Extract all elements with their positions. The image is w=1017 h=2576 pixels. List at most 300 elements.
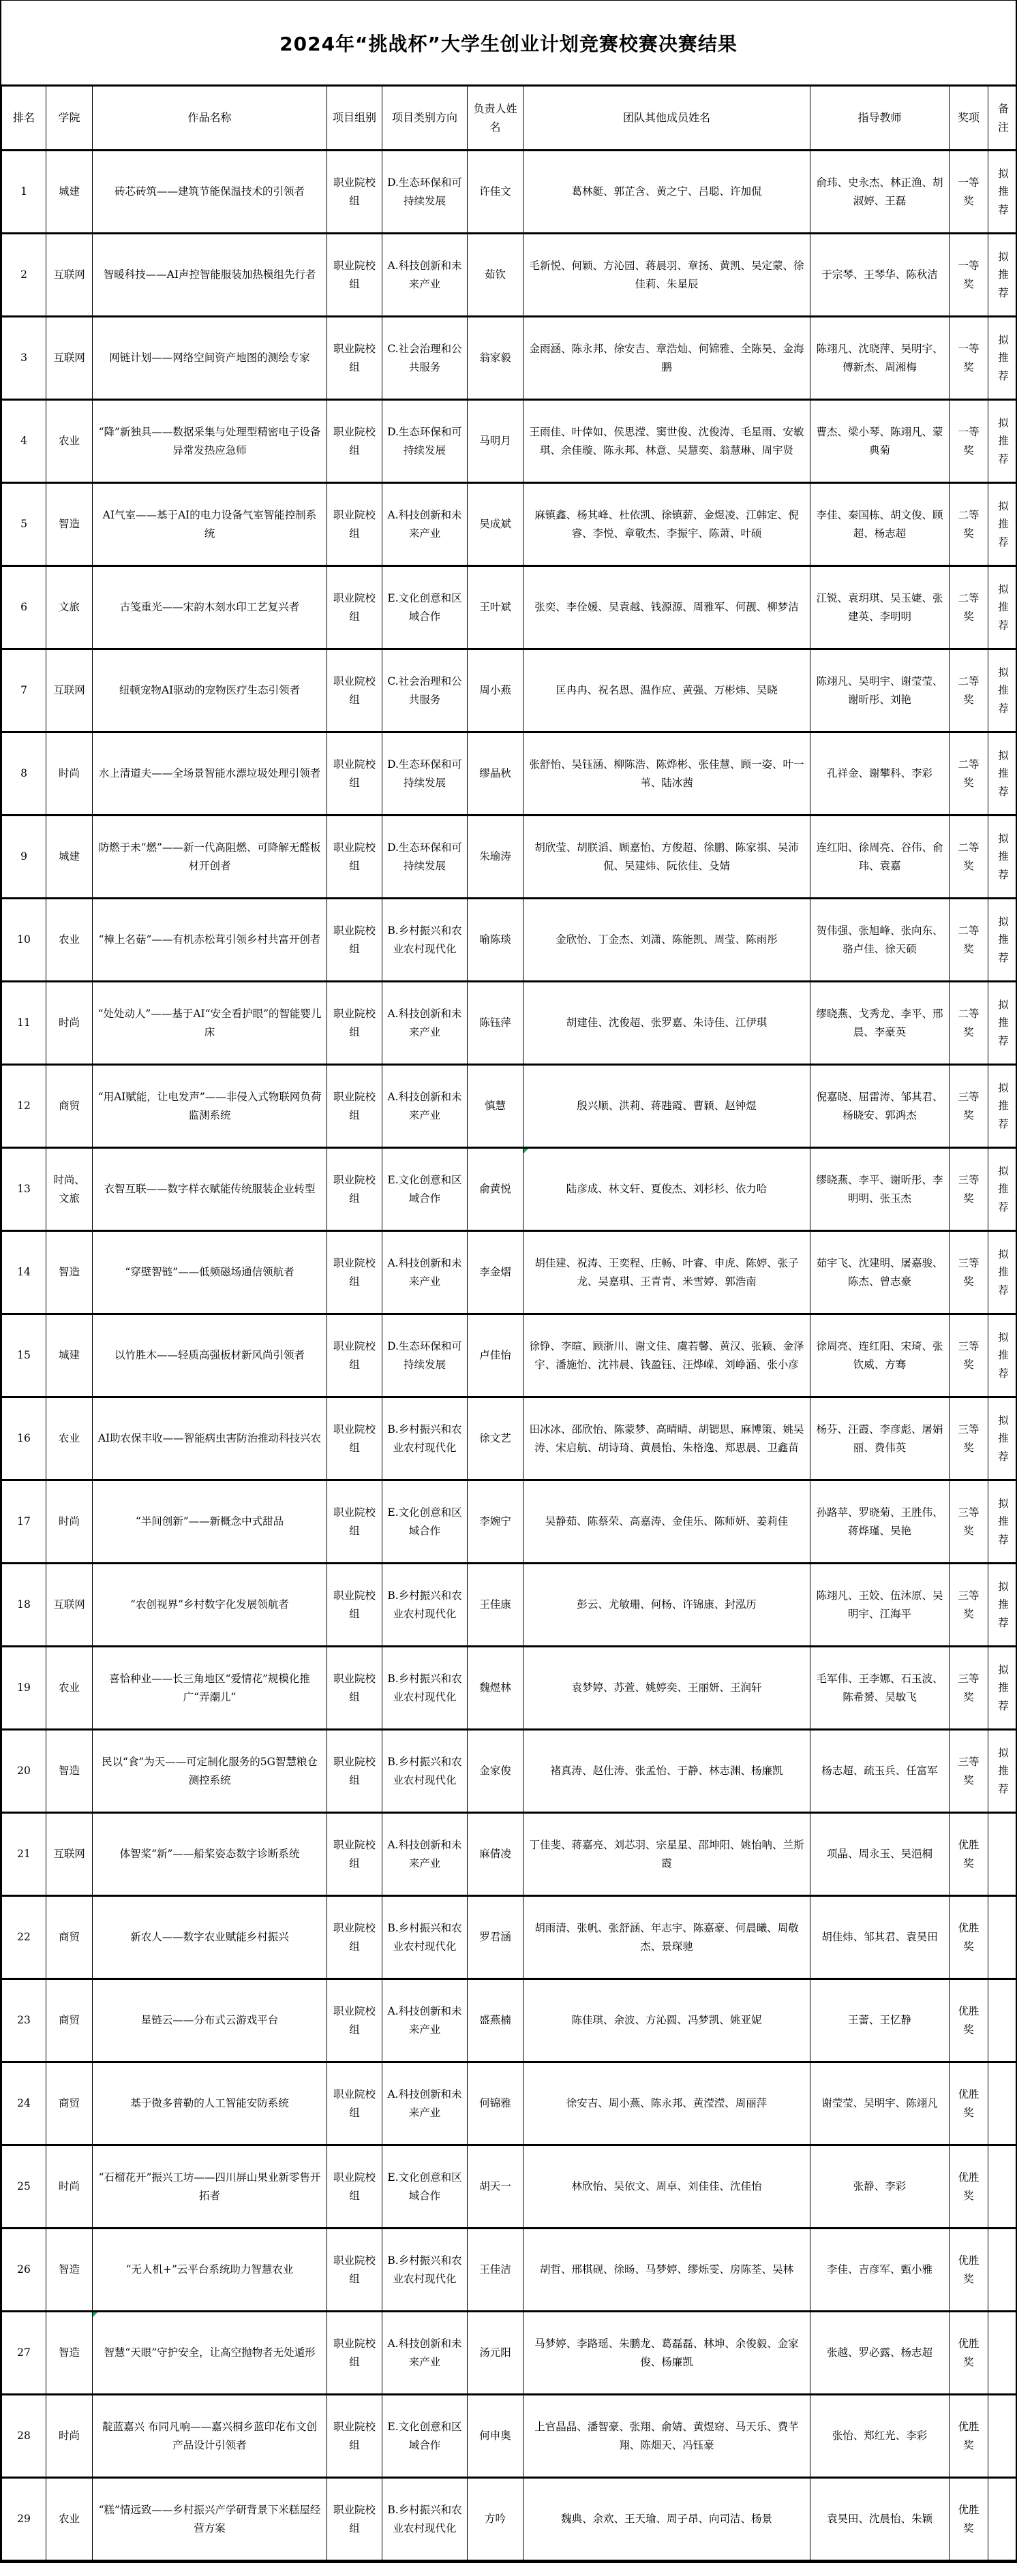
team-members-cell: 殷兴顺、洪莉、蒋韪霞、曹颖、赵钟煜 xyxy=(523,1065,810,1148)
team-members-cell: 金雨涵、陈永邦、徐安吉、章浩灿、何锦雅、全陈昊、金海鹏 xyxy=(523,317,810,400)
rank-cell: 11 xyxy=(2,982,46,1065)
leader-cell: 汤元阳 xyxy=(468,2312,523,2395)
college-cell: 商贸 xyxy=(46,1896,93,1979)
table-row xyxy=(2,2062,1017,2145)
award-cell: 三等奖 xyxy=(950,1065,988,1148)
rank-cell: 16 xyxy=(2,1397,46,1480)
table-row xyxy=(2,1480,1017,1564)
college-cell: 农业 xyxy=(46,400,93,483)
team-members-cell: 彭云、尤敏珊、何杨、许锦康、封泓历 xyxy=(523,1564,810,1647)
header-college: 学院 xyxy=(46,86,93,151)
award-cell: 一等奖 xyxy=(950,151,988,234)
table-header-row xyxy=(2,86,1017,151)
header-rank: 排名 xyxy=(2,86,46,151)
college-cell: 城建 xyxy=(46,151,93,234)
advisors-cell: 李佳、吉彦军、甄小雅 xyxy=(810,2229,950,2312)
leader-cell: 翁家毅 xyxy=(468,317,523,400)
leader-cell: 周小燕 xyxy=(468,649,523,732)
remark-cell xyxy=(988,1979,1017,2062)
table-row xyxy=(2,1148,1017,1231)
category-cell: A.科技创新和未来产业 xyxy=(382,234,468,317)
rank-cell: 26 xyxy=(2,2229,46,2312)
results-table xyxy=(1,84,1017,2562)
award-cell: 优胜奖 xyxy=(950,1896,988,1979)
advisors-cell: 茹宇飞、沈建明、屠嘉骏、陈杰、曾志豪 xyxy=(810,1231,950,1314)
leader-cell: 方吟 xyxy=(468,2478,523,2561)
award-cell: 三等奖 xyxy=(950,1148,988,1231)
category-cell: A.科技创新和未来产业 xyxy=(382,1231,468,1314)
award-cell: 三等奖 xyxy=(950,1397,988,1480)
category-cell: C.社会治理和公共服务 xyxy=(382,317,468,400)
remark-cell: 拟推荐 xyxy=(988,1065,1017,1148)
team-members-cell: 陆彦成、林文轩、夏俊杰、刘杉杉、依力哈 xyxy=(523,1148,810,1231)
advisors-cell: 徐周亮、连红阳、宋琦、张钦威、方骞 xyxy=(810,1314,950,1397)
advisors-cell: 孔祥金、谢攀科、李彩 xyxy=(810,732,950,816)
college-cell: 互联网 xyxy=(46,1813,93,1896)
table-row xyxy=(2,1813,1017,1896)
table-row xyxy=(2,2312,1017,2395)
rank-cell: 18 xyxy=(2,1564,46,1647)
group-cell: 职业院校组 xyxy=(327,1896,382,1979)
award-cell: 二等奖 xyxy=(950,649,988,732)
rank-cell: 19 xyxy=(2,1647,46,1730)
remark-cell xyxy=(988,2145,1017,2229)
remark-cell: 拟推荐 xyxy=(988,400,1017,483)
advisors-cell: 项晶、周永玉、吴浥桐 xyxy=(810,1813,950,1896)
award-cell: 一等奖 xyxy=(950,317,988,400)
award-cell: 一等奖 xyxy=(950,234,988,317)
group-cell: 职业院校组 xyxy=(327,2229,382,2312)
remark-cell: 拟推荐 xyxy=(988,1231,1017,1314)
award-cell: 三等奖 xyxy=(950,1231,988,1314)
remark-cell: 拟推荐 xyxy=(988,1397,1017,1480)
category-cell: B.乡村振兴和农业农村现代化 xyxy=(382,1397,468,1480)
project-name-cell: 水上清道夫——全场景智能水漂垃圾处理引领者 xyxy=(93,732,327,816)
advisors-cell: 胡佳炜、邹其君、袁昊田 xyxy=(810,1896,950,1979)
team-members-cell: 丁佳斐、蒋嘉亮、刘芯羽、宗星星、邵坤阳、姚怡呐、兰斯霞 xyxy=(523,1813,810,1896)
project-name-cell: 纽顿宠物AI驱动的宠物医疗生态引领者 xyxy=(93,649,327,732)
table-row xyxy=(2,234,1017,317)
group-cell: 职业院校组 xyxy=(327,1730,382,1813)
project-name-cell: “农创视界”乡村数字化发展领航者 xyxy=(93,1564,327,1647)
leader-cell: 喻陈琰 xyxy=(468,899,523,982)
remark-cell: 拟推荐 xyxy=(988,816,1017,899)
project-name-cell: “半间创新”——新概念中式甜品 xyxy=(93,1480,327,1564)
team-members-cell: 马梦婷、李路瑶、朱鹏龙、葛磊磊、林坤、余俊毅、金家俊、杨廉凯 xyxy=(523,2312,810,2395)
project-name-cell: AI助农保丰收——智能病虫害防治推动科技兴农 xyxy=(93,1397,327,1480)
award-cell: 优胜奖 xyxy=(950,2478,988,2561)
award-cell: 三等奖 xyxy=(950,1647,988,1730)
header-leader: 负责人姓名 xyxy=(468,86,523,151)
college-cell: 智造 xyxy=(46,483,93,566)
group-cell: 职业院校组 xyxy=(327,1065,382,1148)
table-row xyxy=(2,1397,1017,1480)
table-row xyxy=(2,483,1017,566)
remark-cell xyxy=(988,1896,1017,1979)
header-award: 奖项 xyxy=(950,86,988,151)
project-name-cell: 砖芯砖筑——建筑节能保温技术的引领者 xyxy=(93,151,327,234)
header-group: 项目组别 xyxy=(327,86,382,151)
group-cell: 职业院校组 xyxy=(327,1314,382,1397)
award-cell: 二等奖 xyxy=(950,899,988,982)
college-cell: 互联网 xyxy=(46,317,93,400)
group-cell: 职业院校组 xyxy=(327,1480,382,1564)
advisors-cell: 贺伟强、张旭峰、张向东、骆卢佳、徐天硕 xyxy=(810,899,950,982)
advisors-cell: 袁昊田、沈晨怡、朱颖 xyxy=(810,2478,950,2561)
title-bar xyxy=(1,1,1016,84)
college-cell: 智造 xyxy=(46,2229,93,2312)
rank-cell: 9 xyxy=(2,816,46,899)
remark-cell: 拟推荐 xyxy=(988,649,1017,732)
category-cell: A.科技创新和未来产业 xyxy=(382,1065,468,1148)
team-members-cell: 匡冉冉、祝名恩、温作应、黄强、万彬炜、吴晓 xyxy=(523,649,810,732)
project-name-cell: 网链计划——网络空间资产地图的测绘专家 xyxy=(93,317,327,400)
category-cell: B.乡村振兴和农业农村现代化 xyxy=(382,899,468,982)
remark-cell: 拟推荐 xyxy=(988,483,1017,566)
table-row xyxy=(2,1979,1017,2062)
remark-cell xyxy=(988,2229,1017,2312)
project-name-cell: “石榴花开”振兴工坊——四川屏山果业新零售开拓者 xyxy=(93,2145,327,2229)
leader-cell: 李婉宁 xyxy=(468,1480,523,1564)
advisors-cell: 孙路苹、罗晓菊、王胜伟、蒋烨瑾、吴艳 xyxy=(810,1480,950,1564)
remark-cell: 拟推荐 xyxy=(988,982,1017,1065)
leader-cell: 许佳文 xyxy=(468,151,523,234)
team-members-cell: 陈佳琪、余波、方沁圆、冯梦凯、姚亚妮 xyxy=(523,1979,810,2062)
advisors-cell: 毛军伟、王李娜、石玉波、陈希赟、吴敏飞 xyxy=(810,1647,950,1730)
category-cell: E.文化创意和区域合作 xyxy=(382,1480,468,1564)
college-cell: 农业 xyxy=(46,1647,93,1730)
leader-cell: 朱瑜涛 xyxy=(468,816,523,899)
project-name-cell: “无人机+”云平台系统助力智慧农业 xyxy=(93,2229,327,2312)
advisors-cell: 张静、李彩 xyxy=(810,2145,950,2229)
college-cell: 互联网 xyxy=(46,1564,93,1647)
award-cell: 优胜奖 xyxy=(950,2062,988,2145)
team-members-cell: 张奕、李佺媛、吴袁越、钱源源、周雅军、何靓、柳梦洁 xyxy=(523,566,810,649)
rank-cell: 22 xyxy=(2,1896,46,1979)
leader-cell: 罗君涵 xyxy=(468,1896,523,1979)
category-cell: B.乡村振兴和农业农村现代化 xyxy=(382,1564,468,1647)
group-cell: 职业院校组 xyxy=(327,1564,382,1647)
project-name-cell: “樟上名菇”——有机赤松茸引领乡村共富开创者 xyxy=(93,899,327,982)
rank-cell: 2 xyxy=(2,234,46,317)
rank-cell: 3 xyxy=(2,317,46,400)
leader-cell: 王佳洁 xyxy=(468,2229,523,2312)
award-cell: 优胜奖 xyxy=(950,1979,988,2062)
rank-cell: 1 xyxy=(2,151,46,234)
award-cell: 优胜奖 xyxy=(950,2395,988,2478)
table-row xyxy=(2,1896,1017,1979)
project-name-cell: 衣智互联——数字样衣赋能传统服装企业转型 xyxy=(93,1148,327,1231)
leader-cell: 胡天一 xyxy=(468,2145,523,2229)
category-cell: A.科技创新和未来产业 xyxy=(382,2312,468,2395)
team-members-cell: 吴静茹、陈蔡荣、高嘉涛、金佳乐、陈师妍、姜莉佳 xyxy=(523,1480,810,1564)
leader-cell: 俞黄悦 xyxy=(468,1148,523,1231)
rank-cell: 20 xyxy=(2,1730,46,1813)
rank-cell: 8 xyxy=(2,732,46,816)
team-members-cell: 麻镇鑫、杨其峰、杜依凯、徐镇薪、金煜凌、江韩定、倪睿、李悦、章敬杰、李振宇、陈萧、叶硕 xyxy=(523,483,810,566)
advisors-cell: 李佳、秦国栋、胡文俊、顾超、杨志超 xyxy=(810,483,950,566)
category-cell: B.乡村振兴和农业农村现代化 xyxy=(382,2478,468,2561)
rank-cell: 6 xyxy=(2,566,46,649)
group-cell: 职业院校组 xyxy=(327,317,382,400)
category-cell: A.科技创新和未来产业 xyxy=(382,1813,468,1896)
team-members-cell: 王雨佳、叶倖如、侯思滢、窦世俊、沈俊涛、毛星雨、安敏琪、余佳璇、陈永邦、林意、吴慧奕、翁慧琳、周宇贤 xyxy=(523,400,810,483)
advisors-cell: 江锐、袁玥琪、吴玉婕、张建英、李明明 xyxy=(810,566,950,649)
project-name-cell: 智暖科技——AI声控智能服装加热模组先行者 xyxy=(93,234,327,317)
advisors-cell: 陈翊凡、沈晓萍、吴明宇、傅新杰、周湘梅 xyxy=(810,317,950,400)
award-cell: 优胜奖 xyxy=(950,2229,988,2312)
advisors-cell: 杨芬、汪霞、李彦彪、屠娟丽、费伟英 xyxy=(810,1397,950,1480)
project-name-cell: 靛蓝嘉兴 布同凡响——嘉兴桐乡蓝印花布文创产品设计引领者 xyxy=(93,2395,327,2478)
advisors-cell: 倪嘉晓、屈雷涛、邹其君、杨晓安、郭鸿杰 xyxy=(810,1065,950,1148)
category-cell: D.生态环保和可持续发展 xyxy=(382,816,468,899)
table-row xyxy=(2,1065,1017,1148)
group-cell: 职业院校组 xyxy=(327,566,382,649)
college-cell: 商贸 xyxy=(46,2062,93,2145)
award-cell: 二等奖 xyxy=(950,816,988,899)
team-members-cell: 胡建佳、沈俊超、张罗嘉、朱诗佳、江伊琪 xyxy=(523,982,810,1065)
rank-cell: 25 xyxy=(2,2145,46,2229)
project-name-cell: 以竹胜木——轻质高强板材新风尚引领者 xyxy=(93,1314,327,1397)
college-cell: 时尚 xyxy=(46,982,93,1065)
advisors-cell: 陈翊凡、王姣、伍沐原、吴明宇、江海平 xyxy=(810,1564,950,1647)
project-name-cell: 民以“食”为天——可定制化服务的5G智慧粮仓测控系统 xyxy=(93,1730,327,1813)
rank-cell: 5 xyxy=(2,483,46,566)
table-row xyxy=(2,1231,1017,1314)
group-cell: 职业院校组 xyxy=(327,649,382,732)
remark-cell: 拟推荐 xyxy=(988,1148,1017,1231)
table-row xyxy=(2,816,1017,899)
group-cell: 职业院校组 xyxy=(327,1647,382,1730)
project-name-cell: 体智桨“新”——船桨姿态数字诊断系统 xyxy=(93,1813,327,1896)
award-cell: 优胜奖 xyxy=(950,2312,988,2395)
table-row xyxy=(2,1647,1017,1730)
team-members-cell: 胡雨清、张帆、张舒涵、年志宇、陈嘉豪、何晨曦、周敬杰、景琛驰 xyxy=(523,1896,810,1979)
team-members-cell: 胡佳建、祝涛、王奕程、庄畅、叶睿、申虎、陈婷、张子龙、吴嘉琪、王青青、米雪婷、郭浩南 xyxy=(523,1231,810,1314)
table-row xyxy=(2,1730,1017,1813)
college-cell: 时尚 xyxy=(46,2395,93,2478)
rank-cell: 23 xyxy=(2,1979,46,2062)
project-name-cell: 新农人——数字农业赋能乡村振兴 xyxy=(93,1896,327,1979)
table-row xyxy=(2,317,1017,400)
project-name-cell: “处处动人”——基于AI“安全看护眼”的智能婴儿床 xyxy=(93,982,327,1065)
advisors-cell: 于宗琴、王琴华、陈秋洁 xyxy=(810,234,950,317)
table-row xyxy=(2,400,1017,483)
group-cell: 职业院校组 xyxy=(327,2145,382,2229)
project-name-cell: “糕”情远致——乡村振兴产学研背景下米糕屋经营方案 xyxy=(93,2478,327,2561)
rank-cell: 14 xyxy=(2,1231,46,1314)
remark-cell: 拟推荐 xyxy=(988,732,1017,816)
award-cell: 一等奖 xyxy=(950,400,988,483)
award-cell: 二等奖 xyxy=(950,483,988,566)
header-project-name: 作品名称 xyxy=(93,86,327,151)
project-name-cell: AI气室——基于AI的电力设备气室智能控制系统 xyxy=(93,483,327,566)
remark-cell: 拟推荐 xyxy=(988,1314,1017,1397)
advisors-cell: 缪晓燕、戈秀龙、李平、邢晨、李豪英 xyxy=(810,982,950,1065)
category-cell: D.生态环保和可持续发展 xyxy=(382,1314,468,1397)
group-cell: 职业院校组 xyxy=(327,1979,382,2062)
team-members-cell: 胡哲、邢棋砚、徐旸、马梦婷、缪烁雯、房陈荃、吴林 xyxy=(523,2229,810,2312)
college-cell: 时尚 xyxy=(46,2145,93,2229)
header-remark: 备注 xyxy=(988,86,1017,151)
college-cell: 互联网 xyxy=(46,234,93,317)
rank-cell: 29 xyxy=(2,2478,46,2561)
advisors-cell: 俞玮、史永杰、林正渔、胡淑婷、王磊 xyxy=(810,151,950,234)
advisors-cell: 曹杰、梁小琴、陈翊凡、蒙典菊 xyxy=(810,400,950,483)
college-cell: 城建 xyxy=(46,816,93,899)
category-cell: D.生态环保和可持续发展 xyxy=(382,400,468,483)
table-row xyxy=(2,732,1017,816)
table-row xyxy=(2,2395,1017,2478)
award-cell: 三等奖 xyxy=(950,1564,988,1647)
team-members-cell: 胡欣莹、胡朕滔、顾嘉怡、方俊超、徐鹏、陈家祺、吴沛侃、吴建炜、阮依佳、殳婧 xyxy=(523,816,810,899)
rank-cell: 13 xyxy=(2,1148,46,1231)
project-name-cell: “用AI赋能，让电发声”——非侵入式物联网负荷监测系统 xyxy=(93,1065,327,1148)
leader-cell: 慎慧 xyxy=(468,1065,523,1148)
rank-cell: 15 xyxy=(2,1314,46,1397)
leader-cell: 魏煜林 xyxy=(468,1647,523,1730)
leader-cell: 王佳康 xyxy=(468,1564,523,1647)
remark-cell xyxy=(988,2312,1017,2395)
category-cell: C.社会治理和公共服务 xyxy=(382,649,468,732)
category-cell: B.乡村振兴和农业农村现代化 xyxy=(382,1896,468,1979)
leader-cell: 马明月 xyxy=(468,400,523,483)
award-cell: 二等奖 xyxy=(950,732,988,816)
rank-cell: 4 xyxy=(2,400,46,483)
leader-cell: 金家俊 xyxy=(468,1730,523,1813)
award-cell: 优胜奖 xyxy=(950,2145,988,2229)
category-cell: A.科技创新和未来产业 xyxy=(382,982,468,1065)
header-advisors: 指导教师 xyxy=(810,86,950,151)
group-cell: 职业院校组 xyxy=(327,2062,382,2145)
advisors-cell: 陈翊凡、吴明宇、谢莹莹、谢昕彤、刘艳 xyxy=(810,649,950,732)
leader-cell: 徐文艺 xyxy=(468,1397,523,1480)
remark-cell: 拟推荐 xyxy=(988,317,1017,400)
rank-cell: 10 xyxy=(2,899,46,982)
group-cell: 职业院校组 xyxy=(327,899,382,982)
project-name-cell: 防燃于未“燃”——新一代高阻燃、可降解无醛板材开创者 xyxy=(93,816,327,899)
leader-cell: 陈钰萍 xyxy=(468,982,523,1065)
results-table-body xyxy=(2,151,1017,2561)
table-row xyxy=(2,2145,1017,2229)
team-members-cell: 葛林艇、郭芷含、黄之宁、吕聪、许加侃 xyxy=(523,151,810,234)
team-members-cell: 袁梦婷、苏萱、姚婷奕、王丽妍、王润轩 xyxy=(523,1647,810,1730)
category-cell: A.科技创新和未来产业 xyxy=(382,483,468,566)
college-cell: 农业 xyxy=(46,2478,93,2561)
college-cell: 互联网 xyxy=(46,649,93,732)
college-cell: 城建 xyxy=(46,1314,93,1397)
header-team-members: 团队其他成员姓名 xyxy=(523,86,810,151)
group-cell: 职业院校组 xyxy=(327,2312,382,2395)
award-cell: 三等奖 xyxy=(950,1314,988,1397)
project-name-cell: 智慧“天眼”守护安全，让高空抛物者无处遁形 xyxy=(93,2312,327,2395)
category-cell: E.文化创意和区域合作 xyxy=(382,566,468,649)
category-cell: A.科技创新和未来产业 xyxy=(382,2062,468,2145)
college-cell: 文旅 xyxy=(46,566,93,649)
remark-cell: 拟推荐 xyxy=(988,234,1017,317)
group-cell: 职业院校组 xyxy=(327,483,382,566)
project-name-cell: 喜恰种业——长三角地区“爱情花”规模化推广“弄潮儿” xyxy=(93,1647,327,1730)
college-cell: 商贸 xyxy=(46,1979,93,2062)
team-members-cell: 金欣怡、丁金杰、刘潇、陈能凯、周莹、陈雨彤 xyxy=(523,899,810,982)
team-members-cell: 林欣怡、吴依文、周卓、刘佳佳、沈佳怡 xyxy=(523,2145,810,2229)
rank-cell: 28 xyxy=(2,2395,46,2478)
leader-cell: 茹钦 xyxy=(468,234,523,317)
team-members-cell: 褚真涛、赵仕涛、张孟怡、于静、林志渊、杨廉凯 xyxy=(523,1730,810,1813)
remark-cell xyxy=(988,2062,1017,2145)
award-cell: 三等奖 xyxy=(950,1730,988,1813)
leader-cell: 吴成斌 xyxy=(468,483,523,566)
advisors-cell: 谢莹莹、吴明宇、陈翊凡 xyxy=(810,2062,950,2145)
leader-cell: 缪晶秋 xyxy=(468,732,523,816)
category-cell: E.文化创意和区域合作 xyxy=(382,2145,468,2229)
group-cell: 职业院校组 xyxy=(327,816,382,899)
group-cell: 职业院校组 xyxy=(327,400,382,483)
college-cell: 时尚 xyxy=(46,1480,93,1564)
college-cell: 智造 xyxy=(46,1730,93,1813)
remark-cell xyxy=(988,2478,1017,2561)
group-cell: 职业院校组 xyxy=(327,1397,382,1480)
rank-cell: 21 xyxy=(2,1813,46,1896)
category-cell: E.文化创意和区域合作 xyxy=(382,1148,468,1231)
college-cell: 时尚 xyxy=(46,732,93,816)
group-cell: 职业院校组 xyxy=(327,1148,382,1231)
remark-cell xyxy=(988,2395,1017,2478)
project-name-cell: “穿壁智链”——低频磁场通信领航者 xyxy=(93,1231,327,1314)
remark-cell: 拟推荐 xyxy=(988,151,1017,234)
team-members-cell: 徐安吉、周小燕、陈永邦、黄滢滢、周丽萍 xyxy=(523,2062,810,2145)
rank-cell: 24 xyxy=(2,2062,46,2145)
advisors-cell: 连红阳、徐周亮、谷伟、俞玮、袁嘉 xyxy=(810,816,950,899)
college-cell: 农业 xyxy=(46,899,93,982)
remark-cell: 拟推荐 xyxy=(988,1480,1017,1564)
award-cell: 二等奖 xyxy=(950,566,988,649)
project-name-cell: 基于微多普勒的人工智能安防系统 xyxy=(93,2062,327,2145)
table-row xyxy=(2,1314,1017,1397)
college-cell: 智造 xyxy=(46,2312,93,2395)
category-cell: A.科技创新和未来产业 xyxy=(382,1979,468,2062)
remark-cell: 拟推荐 xyxy=(988,1647,1017,1730)
award-cell: 三等奖 xyxy=(950,1480,988,1564)
advisors-cell: 缪晓燕、李平、谢昕彤、李明明、张玉杰 xyxy=(810,1148,950,1231)
advisors-cell: 杨志超、疏玉兵、任富军 xyxy=(810,1730,950,1813)
table-row xyxy=(2,566,1017,649)
group-cell: 职业院校组 xyxy=(327,982,382,1065)
page-title: 2024年“挑战杯”大学生创业计划竞赛校赛决赛结果 xyxy=(279,32,738,55)
group-cell: 职业院校组 xyxy=(327,2478,382,2561)
college-cell: 时尚、文旅 xyxy=(46,1148,93,1231)
group-cell: 职业院校组 xyxy=(327,2395,382,2478)
category-cell: D.生态环保和可持续发展 xyxy=(382,151,468,234)
table-row xyxy=(2,2478,1017,2561)
project-name-cell: 古笺重光——宋韵木刻水印工艺复兴者 xyxy=(93,566,327,649)
college-cell: 农业 xyxy=(46,1397,93,1480)
rank-cell: 17 xyxy=(2,1480,46,1564)
team-members-cell: 徐铮、李暄、顾浙川、谢文佳、虞若馨、黄汉、张颖、金泽宇、潘施怡、沈祎晨、钱盈钰、汪烨嵘、刘峥涵、张小彦 xyxy=(523,1314,810,1397)
leader-cell: 李金熠 xyxy=(468,1231,523,1314)
group-cell: 职业院校组 xyxy=(327,732,382,816)
award-cell: 二等奖 xyxy=(950,982,988,1065)
category-cell: B.乡村振兴和农业农村现代化 xyxy=(382,2229,468,2312)
group-cell: 职业院校组 xyxy=(327,151,382,234)
leader-cell: 何申奥 xyxy=(468,2395,523,2478)
team-members-cell: 张舒怡、吴钰涵、柳陈浩、陈烨彬、张佳慧、顾一姿、叶一苇、陆冰茜 xyxy=(523,732,810,816)
table-row xyxy=(2,899,1017,982)
table-row xyxy=(2,982,1017,1065)
project-name-cell: 星链云——分布式云游戏平台 xyxy=(93,1979,327,2062)
advisors-cell: 张怡、郑红光、李彩 xyxy=(810,2395,950,2478)
remark-cell xyxy=(988,1813,1017,1896)
